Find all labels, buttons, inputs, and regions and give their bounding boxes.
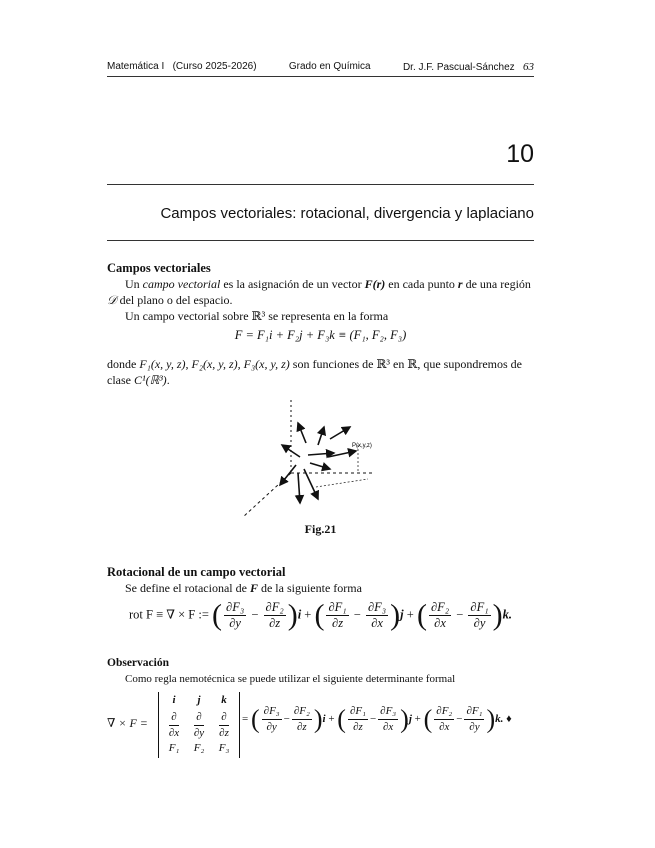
vector-field-figure: [238, 395, 378, 520]
observation-text: Como regla nemotécnica se puede utilizar el siguiente determinante formal: [125, 673, 456, 685]
header-degree: Grado en Química: [288, 61, 371, 72]
projection-line-2: [316, 479, 368, 487]
section-title-rotacional: Rotacional de un campo vectorial: [107, 565, 286, 579]
end-diamond: ♦: [506, 713, 512, 726]
det-cell: $\frac{\partial}{\partial z}$: [219, 711, 229, 739]
header-course: Matemática I (Curso 2025-2026): [107, 61, 257, 72]
header-author: Dr. J.F. Pascual-Sánchez 63: [402, 61, 534, 73]
running-header: [107, 61, 534, 73]
paragraph-rot-intro: Se define el rotacional de F de la siguiente forma: [125, 581, 362, 595]
det-cell: k: [221, 694, 227, 706]
figure-caption: Fig.21: [304, 522, 337, 536]
equation-field: F = F₁i + F₂j + F₃k ≡ (F₁, F₂, F₃): [234, 328, 407, 342]
chapter-rule-bottom: [107, 240, 534, 241]
header-rule: [107, 76, 534, 77]
det-cell: F₁: [168, 742, 180, 754]
paragraph-definition: Un campo vectorial es la asignación de un vector F(r) en cada punto r de una región 𝒟 del plano o del espacio.: [107, 277, 531, 307]
det-cell: i: [172, 694, 176, 706]
det-cell: F₂: [193, 742, 205, 754]
chapter-number: 10: [506, 140, 534, 168]
det-cell: $\frac{\partial}{\partial y}$: [193, 711, 205, 739]
det-cell: F₃: [218, 742, 230, 754]
det-lhs: ∇ × F =: [107, 716, 148, 730]
section-title-campos: Campos vectoriales: [107, 261, 211, 275]
det-cell: j: [197, 694, 201, 706]
point-label: P(x,y,z): [352, 443, 372, 449]
equation-rotational: rot F ≡ ∇ × F := ( $\frac{\text{∂F₃}}{\partial y}$ − $\frac{\text{∂F₂}}{\partial z}$ )i + ( $\frac{\text{∂F₁}}{\partial z}$ − $\frac{\text{∂F₃}}{\partial x}$ )j + ( $\frac{\text{∂F₂}}{\partial x}$ − $\frac{\text{∂F₁}}{\partial y}$ )k.: [129, 598, 512, 632]
formal-determinant: [158, 692, 240, 758]
page-number: 63: [523, 61, 534, 73]
observation-title: Observación: [107, 657, 169, 669]
chapter-rule-top: [107, 184, 534, 185]
det-expansion: = ( $\frac{\text{∂F₃}}{\partial y}$ − $\frac{\text{∂F₂}}{\partial z}$ )i + ( $\frac{\text{∂F₁}}{\partial z}$ − $\frac{\text{∂F₃}}{\partial x}$ )j + ( $\frac{\text{∂F₂}}{\partial x}$ − $\frac{\text{∂F₁}}{\partial y}$ )k. ♦: [242, 704, 512, 734]
chapter-title: Campos vectoriales: rotacional, divergencia y laplaciano: [160, 205, 534, 222]
paragraph-components: donde F₁(x, y, z), F₂(x, y, z), F₃(x, y, z) son funciones de ℝ³ en ℝ, que supondremos de clase C¹(ℝ³).: [107, 357, 522, 387]
paragraph-representation: Un campo vectorial sobre ℝ³ se representa en la forma: [125, 309, 389, 323]
det-cell: $\frac{\partial}{\partial x}$: [168, 711, 180, 739]
